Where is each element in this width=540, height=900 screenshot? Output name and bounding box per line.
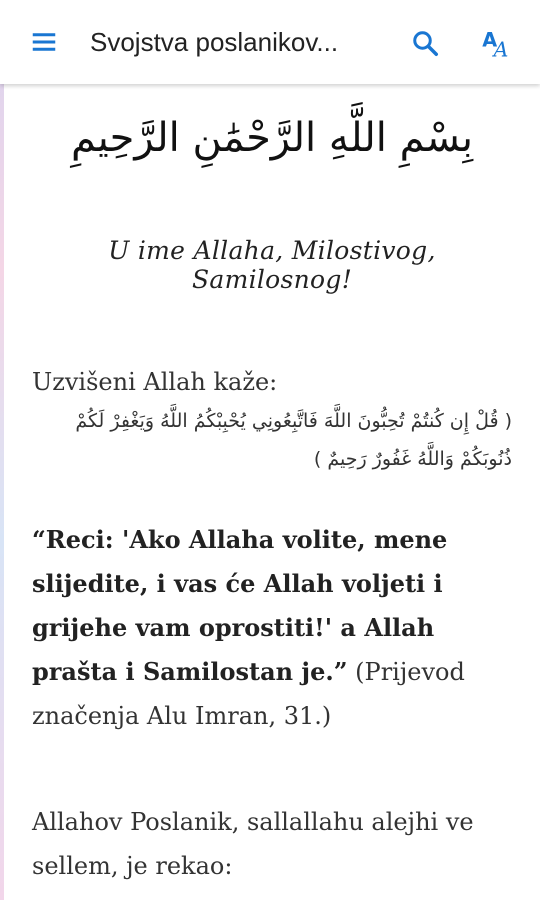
translation-source: (Prijevod značenja Alu Imran, 31.)	[32, 658, 465, 730]
app-bar	[0, 0, 540, 84]
quran-verse-arabic: ( قُلْ إِن كُنتُمْ تُحِبُّونَ اللَّهَ فَاتَّبِعُونِي يُحْبِبْكُمُ اللَّهُ وَيَغْفِرْ لَكُمْ ذُنُوبَكُمْ وَاللَّهُ غَفُورٌ رَحِيمٌ )	[75, 410, 512, 470]
article-content	[32, 84, 512, 888]
intro-text: Uzvišeni Allah kaže:	[32, 368, 278, 396]
search-icon	[410, 28, 440, 58]
font-size-icon	[480, 26, 514, 60]
invocation-text: U ime Allaha, Milostivog, Samilosnog!	[108, 236, 436, 294]
svg-text:A: A	[493, 37, 509, 60]
verse-translation	[32, 518, 512, 738]
search-button[interactable]	[402, 20, 448, 66]
font-size-button[interactable]	[474, 20, 520, 66]
bismillah-heading: بِسْمِ اللَّهِ الرَّحْمَٰنِ الرَّحِيمِ	[70, 115, 474, 161]
left-edge-decoration	[0, 0, 4, 900]
menu-button[interactable]	[16, 14, 72, 70]
hadith-intro-text: Allahov Poslanik, sallallahu alejhi ve sellem, je rekao:	[32, 808, 474, 880]
menu-icon	[29, 27, 59, 57]
svg-text:A: A	[482, 28, 498, 52]
page-title: Svojstva poslanikov...	[90, 26, 339, 57]
translation-bold: “Reci: 'Ako Allaha volite, mene slijedite, i vas će Allah voljeti i grijehe vam oprostiti!' a Allah prašta i Samilostan je.”	[32, 525, 448, 686]
